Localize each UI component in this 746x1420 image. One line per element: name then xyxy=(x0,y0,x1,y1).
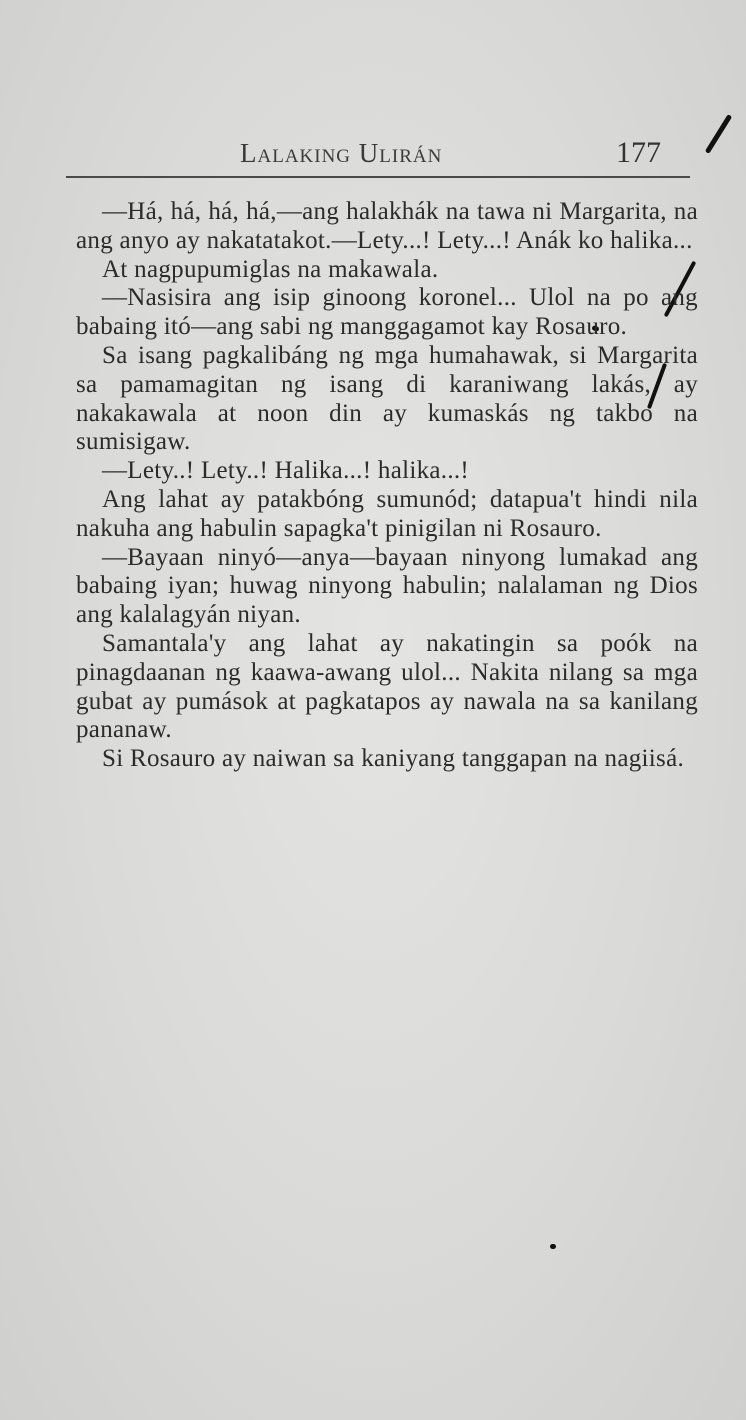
pen-stroke-mark xyxy=(705,114,733,154)
paragraph: Sa isang pagkalibáng ng mga humahawak, si Margarita sa pamamagitan ng isang di karaniwang lakás, ay nakakawala at noon din ay kumaskás ng takbo na sumisigaw. xyxy=(76,341,698,456)
paragraph: Si Rosauro ay naiwan sa kaniyang tanggapan na nagiisá. xyxy=(102,745,685,773)
paragraph: —Nasisira ang isip ginoong koronel... Ulol na po ang babaing itó—ang sabi ng manggagamot kay Rosauro. xyxy=(76,284,698,341)
paragraph: Ang lahat ay patakbóng sumunód; datapua't hindi nila nakuha ang habulin sapagka't pinigilan ni Rosauro. xyxy=(76,485,698,542)
paragraph: Samantala'y ang lahat ay nakatingin sa poók na pinagdaanan ng kaawa-awang ulol... Nakita nilang sa mga gubat ay pumások at pagkatapos ay nawala na sa kanilang pananaw. xyxy=(76,629,698,744)
header-rule xyxy=(66,176,690,178)
paragraph: —Lety..! Lety..! Halika...! halika...! xyxy=(102,457,470,485)
page-number: 177 xyxy=(616,136,661,169)
ink-dot-mark xyxy=(550,1244,556,1249)
paragraph: —Há, há, há, há,—ang halakhák na tawa ni Margarita, na ang anyo ay nakatatakot.—Lety...! Lety...! Anák ko halika... xyxy=(76,198,698,254)
body-text xyxy=(76,198,698,774)
paragraph: At nagpupumiglas na makawala. xyxy=(102,255,439,283)
running-title: Lalaking Ulirán xyxy=(240,138,443,168)
paragraph: —Bayaan ninyó—anya—bayaan ninyong lumakad ang babaing iyan; huwag ninyong habulin; nalalaman ng Dios ang kalalagyán niyan. xyxy=(76,543,698,629)
page-header xyxy=(66,128,690,178)
